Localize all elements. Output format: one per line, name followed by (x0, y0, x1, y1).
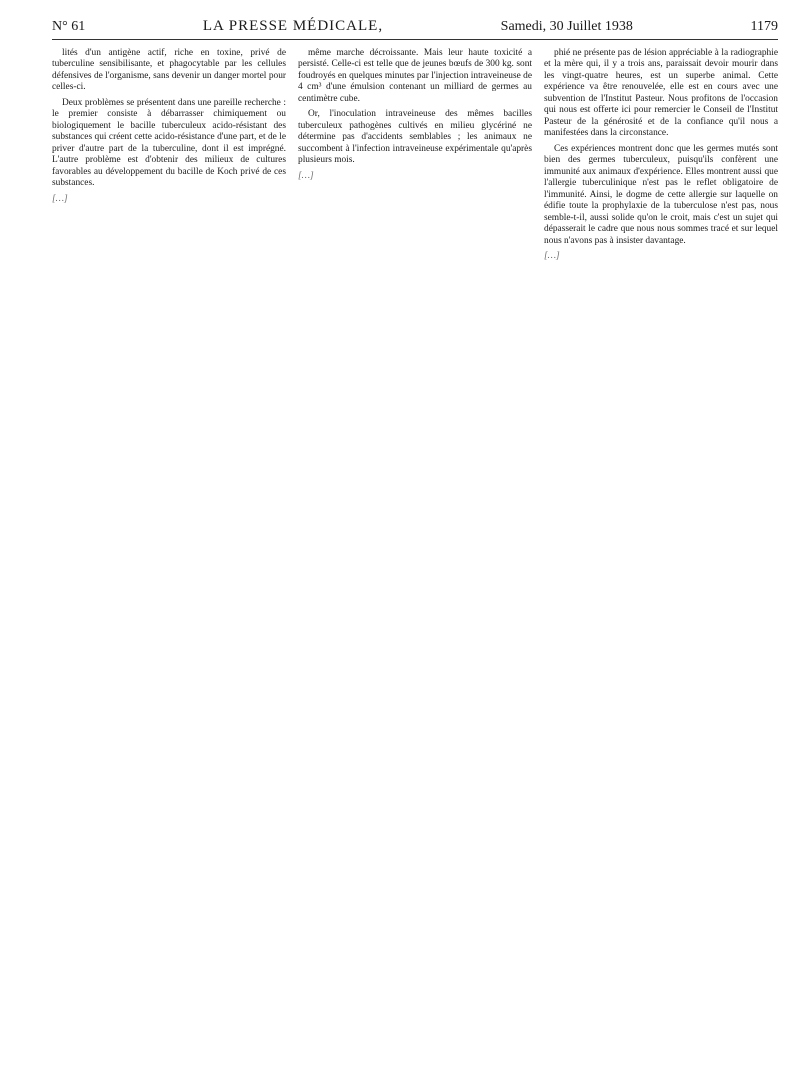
journal-title: LA PRESSE MÉDICALE, (202, 18, 384, 34)
text-columns (52, 48, 778, 1068)
paragraph: Ces expériences montrent donc que les germes mutés sont bien des germes tuberculeux, puisqu'ils confèrent une immunité aux animaux d'expérience. Elles montrent aussi que l'allergie tuberculinique n'est pas le reflet obligatoire de l'immunité. Ainsi, le dogme de cette allergie sur laquelle on édifie toute la prophylaxie de la tuberculose n'est pas, nous semble-t-il, aussi solide qu'on le croit, mais c'est un sujet qui dépasserait le cadre que nous nous sommes tracé et sur lequel nous n'avons pas à insister davantage. (544, 143, 778, 246)
omitted-text: […] (544, 250, 560, 261)
column-3 (544, 48, 778, 1068)
column-1 (52, 48, 286, 1068)
omitted-text: […] (298, 170, 314, 181)
paragraph: Or, l'inoculation intraveineuse des mêmes bacilles tuberculeux pathogènes cultivés en milieu glycériné ne détermine pas d'accidents semblables ; les animaux ne succombent à l'infection intraveineuse expérimentale qu'après plusieurs mois. (298, 109, 532, 166)
paragraph: même marche décroissante. Mais leur haute toxicité a persisté. Celle-ci est telle que de jeunes bœufs de 300 kg. sont foudroyés en quelques minutes par l'injection intraveineuse de 4 cm³ d'une émulsion contenant un milliard de germes au centimètre cube. (298, 48, 532, 104)
paragraph: lités d'un antigène actif, riche en toxine, privé de tuberculine sensibilisante, et phagocytable par les cellules défensives de l'organisme, sans devenir un danger mortel pour celles-ci. (52, 48, 286, 93)
paragraph: phié ne présente pas de lésion appréciable à la radiographie et la mère qui, il y a trois ans, paraissait devoir mourir dans les vingt-quatre heures, est un superbe animal. Cette expérience va être renouvelée, elle est en cours avec une subvention de l'Institut Pasteur. Nous profitons de l'occasion qui nous est offerte ici pour remercier le Conseil de l'Institut Pasteur de la générosité et de la confiance qu'il nous a manifestées dans la circonstance. (544, 48, 778, 139)
page-header (52, 18, 778, 40)
issue-date: Samedi, 30 Juillet 1938 (500, 19, 633, 34)
page-number: 1179 (750, 19, 778, 34)
column-2 (298, 48, 532, 1068)
issue-number: N° 61 (52, 19, 86, 34)
omitted-text: […] (52, 193, 68, 204)
paragraph: Deux problèmes se présentent dans une pareille recherche : le premier consiste à débarrasser chimiquement ou biologiquement le bacille tuberculeux acido-résistant des substances qui créent cette acido-résistance d'une part, et de le priver d'autre part de la tuberculine, dont il est imprégné. L'autre problème est d'obtenir des milieux de cultures favorables au développement du bacille de Koch privé de ces substances. (52, 97, 286, 189)
